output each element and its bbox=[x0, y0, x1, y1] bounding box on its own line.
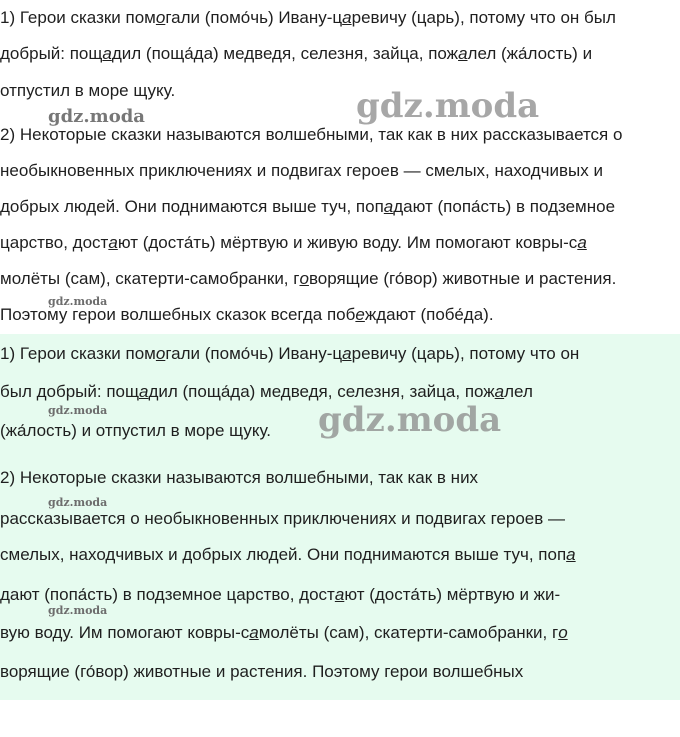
stressed-letter: а bbox=[494, 382, 505, 401]
stressed-letter: а bbox=[334, 585, 345, 604]
text-line: (жа́лость) и отпустил в море щуку. bbox=[0, 421, 271, 440]
text-line: отпустил в море щуку. bbox=[0, 81, 176, 100]
text-line: дают (попа́сть) в подземное царство, достают (доста́ть) мёртвую и жи- bbox=[0, 585, 561, 604]
stressed-letter: о bbox=[155, 344, 166, 363]
stressed-letter: о bbox=[155, 8, 166, 27]
stressed-letter: а bbox=[458, 44, 468, 63]
answer-block-top bbox=[0, 0, 680, 330]
text-line: вую воду. Им помогают ковры-самолёты (сам), скатерти-самобранки, го bbox=[0, 623, 568, 642]
stressed-letter: а bbox=[342, 8, 352, 27]
text-line: молёты (сам), скатерти-самобранки, говорящие (го́вор) животные и растения. bbox=[0, 269, 617, 288]
watermark-logo: gdz.moda bbox=[48, 106, 145, 127]
text-line: царство, достают (доста́ть) мёртвую и живую воду. Им помогают ковры-са bbox=[0, 233, 587, 252]
text-line: ворящие (го́вор) животные и растения. Поэтому герои волшебных bbox=[0, 662, 524, 681]
text-line: 2) Некоторые сказки называются волшебными, так как в них bbox=[0, 468, 479, 487]
stressed-letter: а bbox=[108, 233, 118, 252]
stressed-letter: а bbox=[342, 344, 352, 363]
text-line: добрый: пощадил (поща́да) медведя, селезня, зайца, пожалел (жа́лость) и bbox=[0, 44, 593, 63]
stressed-letter: а bbox=[138, 382, 149, 401]
stressed-letter: а bbox=[249, 623, 259, 642]
text-line: рассказывается о необыкновенных приключениях и подвигах героев — bbox=[0, 509, 565, 528]
text-line: был добрый: пощадил (поща́да) медведя, селезня, зайца, пожалел bbox=[0, 382, 533, 401]
stressed-letter: е bbox=[355, 305, 365, 324]
text-line: 1) Герои сказки помогали (помо́чь) Ивану-царевичу (царь), потому что он был bbox=[0, 8, 616, 27]
stressed-letter: о bbox=[299, 269, 309, 288]
stressed-letter: а bbox=[566, 545, 576, 564]
watermark-logo: gdz.moda bbox=[48, 496, 108, 509]
watermark-logo: gdz.moda bbox=[48, 295, 108, 308]
watermark-logo: gdz.moda bbox=[356, 86, 540, 126]
watermark-logo: gdz.moda bbox=[48, 404, 108, 417]
answer-block-bottom bbox=[0, 334, 680, 700]
text-line: добрых людей. Они поднимаются выше туч, попадают (попа́сть) в подземное bbox=[0, 197, 616, 216]
stressed-letter: а bbox=[102, 44, 112, 63]
text-line: смелых, находчивых и добрых людей. Они поднимаются выше туч, попа bbox=[0, 545, 576, 564]
watermark-logo: gdz.moda bbox=[318, 400, 502, 440]
stressed-letter: о bbox=[558, 623, 568, 642]
stressed-letter: а bbox=[577, 233, 587, 252]
text-line: Поэтому герои волшебных сказок всегда побеждают (побе́да). bbox=[0, 305, 494, 324]
text-line: 2) Некоторые сказки называются волшебными, так как в них рассказывается о bbox=[0, 125, 623, 144]
text-line: необыкновенных приключениях и подвигах героев — смелых, находчивых и bbox=[0, 161, 603, 180]
text-line: 1) Герои сказки помогали (помо́чь) Ивану-царевичу (царь), потому что он bbox=[0, 344, 580, 363]
stressed-letter: а bbox=[383, 197, 394, 216]
watermark-logo: gdz.moda bbox=[48, 604, 108, 617]
